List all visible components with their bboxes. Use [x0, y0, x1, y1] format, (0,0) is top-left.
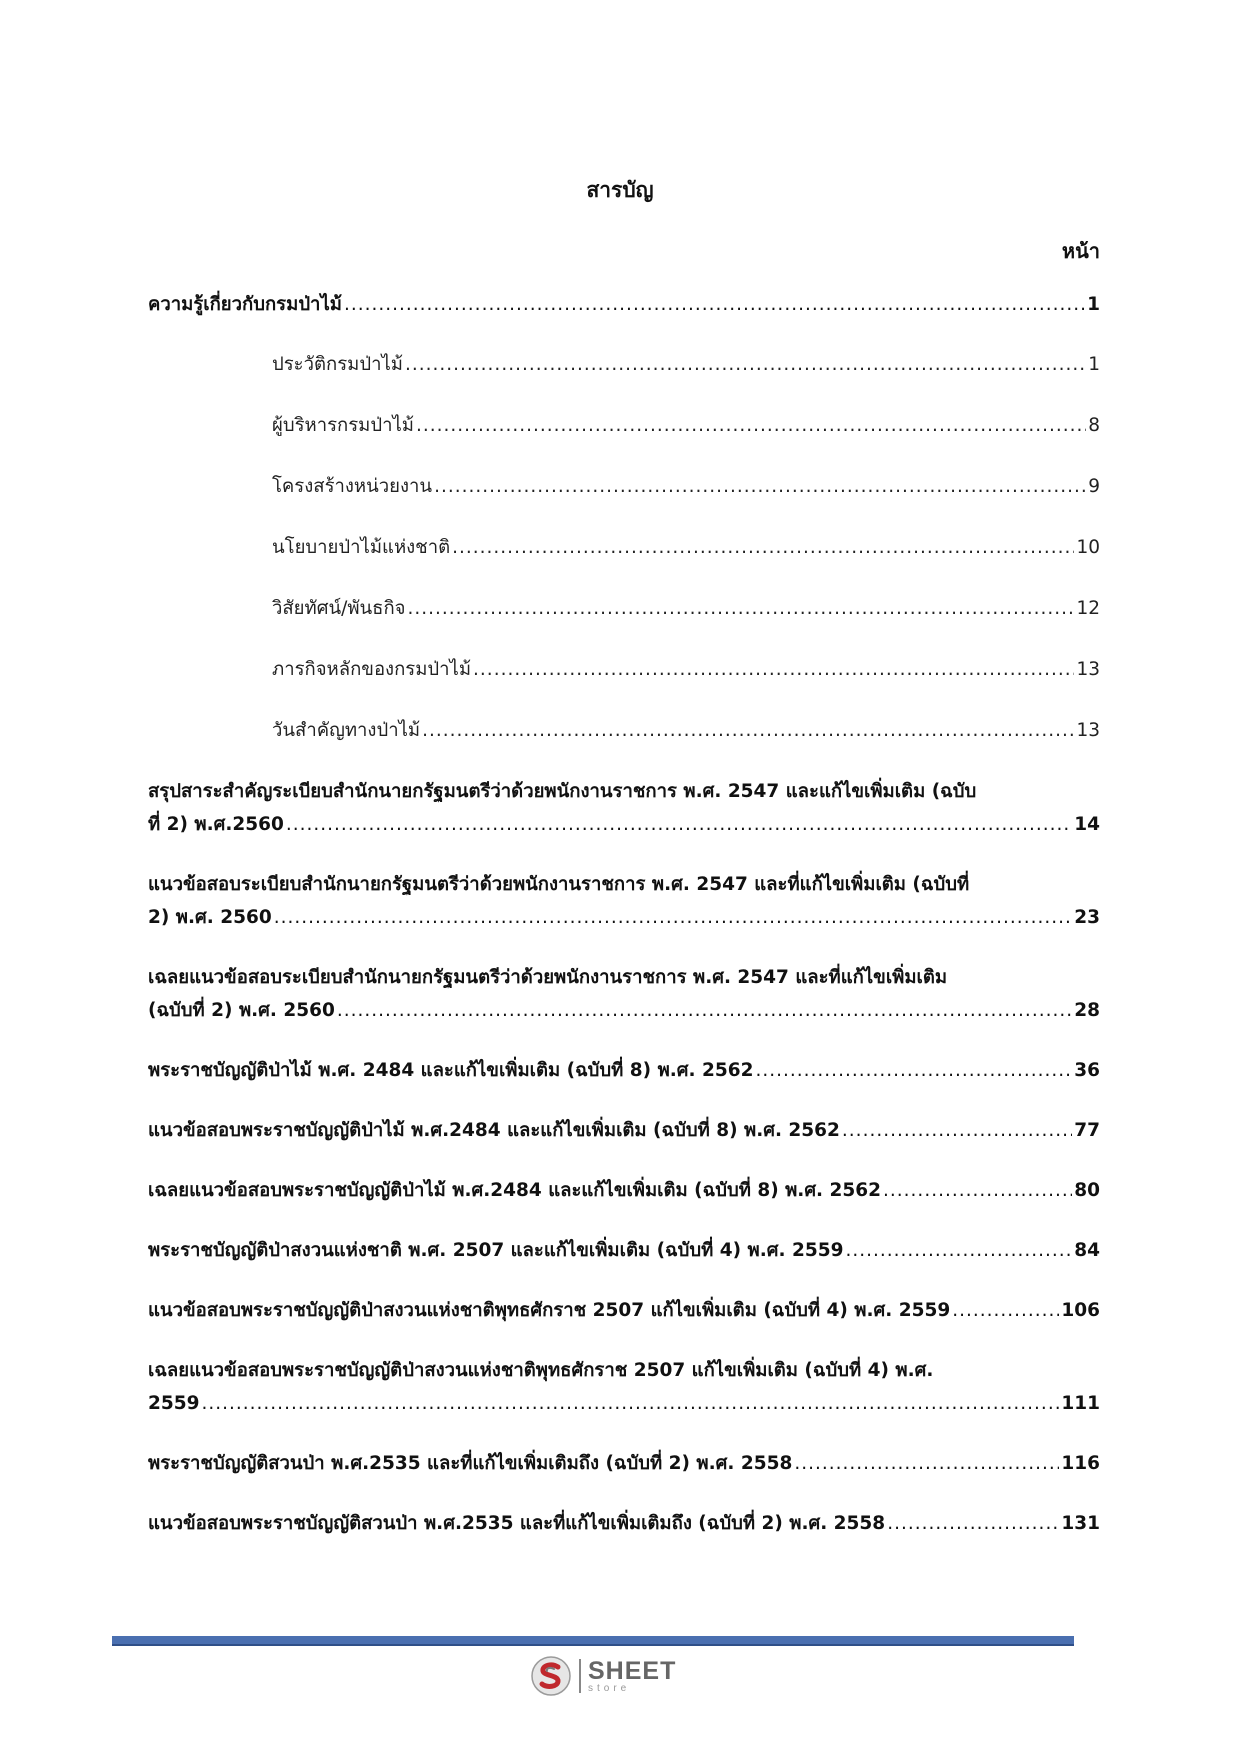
dot-leader [434, 470, 1086, 503]
toc-entry-title: พระราชบัญญัติสวนป่า พ.ศ.2535 และที่แก้ไขเพิ่มเติมถึง (ฉบับที่ 2) พ.ศ. 2558 [148, 1453, 793, 1474]
toc-entry-title: ประวัติกรมป่าไม้ [272, 354, 403, 375]
toc-subentry[interactable] [148, 409, 1100, 470]
toc-entry-title-line: เฉลยแนวข้อสอบพระราชบัญญัติป่าสงวนแห่งชาติพุทธศักราช 2507 แก้ไขเพิ่มเติม (ฉบับที่ 4) พ.ศ. [148, 1360, 934, 1381]
dot-leader [756, 1054, 1073, 1087]
toc-entry[interactable] [148, 1174, 1100, 1234]
toc-heading: สารบัญ [586, 178, 654, 202]
toc-page-number: 131 [1061, 1513, 1100, 1534]
toc-page-number: 28 [1074, 1000, 1100, 1021]
toc-entry-title: 2559 [148, 1393, 200, 1414]
toc-entry[interactable] [148, 1234, 1100, 1294]
logo-separator [579, 1659, 581, 1693]
dot-leader [408, 592, 1075, 625]
toc-page-number: 77 [1074, 1120, 1100, 1141]
dot-leader [452, 531, 1074, 564]
brand-subtitle: store [588, 1682, 631, 1694]
toc-page-number: 116 [1061, 1453, 1100, 1474]
toc-entry-title: โครงสร้างหน่วยงาน [272, 476, 433, 497]
dot-leader [794, 1447, 1059, 1480]
toc-page-number: 14 [1074, 814, 1100, 835]
toc-page-number: 13 [1076, 720, 1100, 741]
dot-leader [952, 1294, 1059, 1327]
dot-leader [842, 1114, 1072, 1147]
toc-page-number: 12 [1076, 598, 1100, 619]
toc-subentry[interactable] [148, 531, 1100, 592]
footer-rule [112, 1636, 1074, 1646]
toc-entry-title: ภารกิจหลักของกรมป่าไม้ [272, 659, 472, 680]
toc-entry-title: แนวข้อสอบพระราชบัญญัติป่าไม้ พ.ศ.2484 และแก้ไขเพิ่มเติม (ฉบับที่ 8) พ.ศ. 2562 [148, 1120, 840, 1141]
toc-page-number: 1 [1088, 354, 1100, 375]
toc-entry-title-line: เฉลยแนวข้อสอบระเบียบสำนักนายกรัฐมนตรีว่าด้วยพนักงานราชการ พ.ศ. 2547 และที่แก้ไขเพิ่มเติม [148, 967, 948, 988]
dot-leader [473, 653, 1074, 686]
dot-leader [286, 808, 1072, 841]
toc-entry[interactable] [148, 1294, 1100, 1354]
toc-entry-title: พระราชบัญญัติป่าสงวนแห่งชาติ พ.ศ. 2507 และแก้ไขเพิ่มเติม (ฉบับที่ 4) พ.ศ. 2559 [148, 1240, 844, 1261]
toc-subentry[interactable] [148, 714, 1100, 775]
toc-page-number: 111 [1061, 1393, 1100, 1414]
toc-entry-title: วิสัยทัศน์/พันธกิจ [272, 598, 406, 619]
toc-entry[interactable] [148, 1507, 1100, 1567]
dot-leader [405, 348, 1086, 381]
toc-entry-title: เฉลยแนวข้อสอบพระราชบัญญัติป่าไม้ พ.ศ.2484 และแก้ไขเพิ่มเติม (ฉบับที่ 8) พ.ศ. 2562 [148, 1180, 882, 1201]
toc-entry-title: (ฉบับที่ 2) พ.ศ. 2560 [148, 1000, 335, 1021]
toc-entry[interactable] [148, 1354, 1100, 1447]
dot-leader [202, 1387, 1060, 1420]
toc-entry[interactable] [148, 288, 1100, 348]
toc-entry[interactable] [148, 961, 1100, 1054]
toc-entry-title: ที่ 2) พ.ศ.2560 [148, 814, 284, 835]
toc-page-number: 36 [1074, 1060, 1100, 1081]
toc-subentry[interactable] [148, 592, 1100, 653]
toc-page-number: 10 [1076, 537, 1100, 558]
table-of-contents [148, 288, 1100, 1567]
toc-page-number: 13 [1076, 659, 1100, 680]
toc-entry-title: 2) พ.ศ. 2560 [148, 907, 272, 928]
sheet-store-logo-icon [530, 1655, 572, 1697]
dot-leader [416, 409, 1086, 442]
toc-entry[interactable] [148, 775, 1100, 868]
toc-subentry[interactable] [148, 348, 1100, 409]
brand-name: SHEET [588, 1656, 677, 1685]
dot-leader [337, 994, 1072, 1027]
toc-entry-title: วันสำคัญทางป่าไม้ [272, 720, 421, 741]
toc-page-number: 8 [1088, 415, 1100, 436]
toc-page-number: 1 [1087, 294, 1100, 315]
toc-entry[interactable] [148, 868, 1100, 961]
toc-page-number: 106 [1061, 1300, 1100, 1321]
toc-subentry[interactable] [148, 653, 1100, 714]
footer-logo [530, 1653, 676, 1699]
toc-page-number: 9 [1088, 476, 1100, 497]
dot-leader [887, 1507, 1059, 1540]
toc-entry[interactable] [148, 1054, 1100, 1114]
toc-entry-title-line: แนวข้อสอบระเบียบสำนักนายกรัฐมนตรีว่าด้วยพนักงานราชการ พ.ศ. 2547 และที่แก้ไขเพิ่มเติม (ฉบับที่ [148, 874, 970, 895]
dot-leader [883, 1174, 1072, 1207]
toc-entry-title: พระราชบัญญัติป่าไม้ พ.ศ. 2484 และแก้ไขเพิ่มเติม (ฉบับที่ 8) พ.ศ. 2562 [148, 1060, 754, 1081]
toc-entry-title: แนวข้อสอบพระราชบัญญัติสวนป่า พ.ศ.2535 และที่แก้ไขเพิ่มเติมถึง (ฉบับที่ 2) พ.ศ. 2558 [148, 1513, 886, 1534]
toc-entry-title: นโยบายป่าไม้แห่งชาติ [272, 537, 451, 558]
toc-entry[interactable] [148, 1447, 1100, 1507]
dot-leader [344, 288, 1085, 321]
toc-entry-title: ผู้บริหารกรมป่าไม้ [272, 415, 415, 436]
toc-page-number: 23 [1074, 907, 1100, 928]
toc-entry[interactable] [148, 1114, 1100, 1174]
toc-entry-title-line: สรุปสาระสำคัญระเบียบสำนักนายกรัฐมนตรีว่าด้วยพนักงานราชการ พ.ศ. 2547 และแก้ไขเพิ่มเติม (ฉบับ [148, 781, 977, 802]
toc-subentry[interactable] [148, 470, 1100, 531]
dot-leader [274, 901, 1073, 934]
dot-leader [845, 1234, 1072, 1267]
dot-leader [422, 714, 1074, 747]
toc-page-number: 80 [1074, 1180, 1100, 1201]
toc-entry-title: ความรู้เกี่ยวกับกรมป่าไม้ [148, 294, 342, 315]
toc-entry-title: แนวข้อสอบพระราชบัญญัติป่าสงวนแห่งชาติพุทธศักราช 2507 แก้ไขเพิ่มเติม (ฉบับที่ 4) พ.ศ. 2559 [148, 1300, 951, 1321]
page-column-label: หน้า [1061, 239, 1100, 263]
toc-page-number: 84 [1074, 1240, 1100, 1261]
